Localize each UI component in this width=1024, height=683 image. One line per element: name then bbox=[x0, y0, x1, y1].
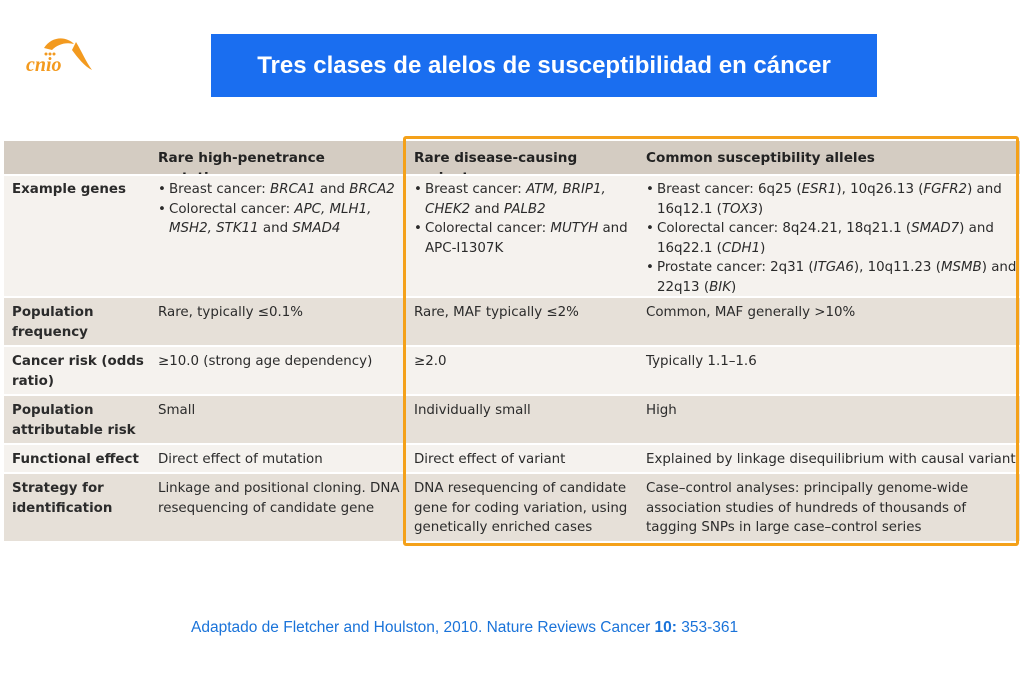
row-label: Functional effect bbox=[12, 452, 139, 467]
list-item: • Colorectal cancer: 8q24.21, 18q21.1 (SMAD7) and 16q22.1 (CDH1) bbox=[646, 219, 1018, 258]
table-cell: Small bbox=[158, 403, 196, 418]
header-cell: Rare high-penetrance bbox=[158, 150, 325, 166]
logo-text: cnio bbox=[26, 54, 62, 76]
cnio-logo bbox=[22, 34, 102, 82]
table-cell: Direct effect of variant bbox=[414, 452, 566, 467]
row-label: Cancer risk (odds ratio) bbox=[12, 354, 144, 389]
gene-list bbox=[158, 180, 403, 239]
row-label: Example genes bbox=[12, 182, 126, 197]
list-item: • Breast cancer: ATM, BRIP1, CHEK2 and PALB2 bbox=[414, 180, 639, 219]
header-cell: Rare disease-causing bbox=[414, 150, 578, 166]
list-item: • Colorectal cancer: APC, MLH1, MSH2, STK11 and SMAD4 bbox=[158, 200, 403, 239]
list-item: • Colorectal cancer: MUTYH and APC-I1307K bbox=[414, 219, 639, 258]
table-cell: Common, MAF generally >10% bbox=[646, 305, 856, 320]
table-cell: Individually small bbox=[414, 403, 531, 418]
table-cell: ≥10.0 (strong age dependency) bbox=[158, 354, 373, 369]
slide-title: Tres clases de alelos de susceptibilidad en cáncer bbox=[257, 51, 831, 79]
table-cell: Case–control analyses: principally genome-wide association studies of hundreds of thousands of tagging SNPs in large case–control series bbox=[646, 481, 969, 535]
table-cell: Rare, typically ≤0.1% bbox=[158, 305, 304, 320]
list-item: • Prostate cancer: 2q31 (ITGA6), 10q11.23 (MSMB) and 22q13 (BIK) bbox=[646, 258, 1018, 297]
highlight-frame bbox=[403, 136, 1019, 546]
header-cell: Common susceptibility alleles bbox=[646, 150, 875, 166]
list-item: • Breast cancer: 6q25 (ESR1), 10q26.13 (FGFR2) and 16q12.1 (TOX3) bbox=[646, 180, 1018, 219]
table-cell: ≥2.0 bbox=[414, 354, 447, 369]
row-label: Population frequency bbox=[12, 305, 94, 340]
table-cell: Direct effect of mutation bbox=[158, 452, 323, 467]
title-banner bbox=[211, 34, 877, 97]
table-cell: Linkage and positional cloning. DNA resequencing of candidate gene bbox=[158, 481, 400, 516]
table-cell: High bbox=[646, 403, 677, 418]
table-cell: Typically 1.1–1.6 bbox=[646, 354, 757, 369]
table-cell: Rare, MAF typically ≤2% bbox=[414, 305, 579, 320]
citation: Adaptado de Fletcher and Houlston, 2010. Nature Reviews Cancer 10: 353-361 bbox=[191, 619, 739, 636]
row-label: Population attributable risk bbox=[12, 403, 136, 438]
row-label: Strategy for identification bbox=[12, 481, 113, 516]
table-cell: DNA resequencing of candidate gene for coding variation, using genetically enriched cases bbox=[414, 481, 628, 535]
list-item: • Breast cancer: BRCA1 and BRCA2 bbox=[158, 180, 403, 200]
table-cell: Explained by linkage disequilibrium with causal variant bbox=[646, 452, 1016, 467]
